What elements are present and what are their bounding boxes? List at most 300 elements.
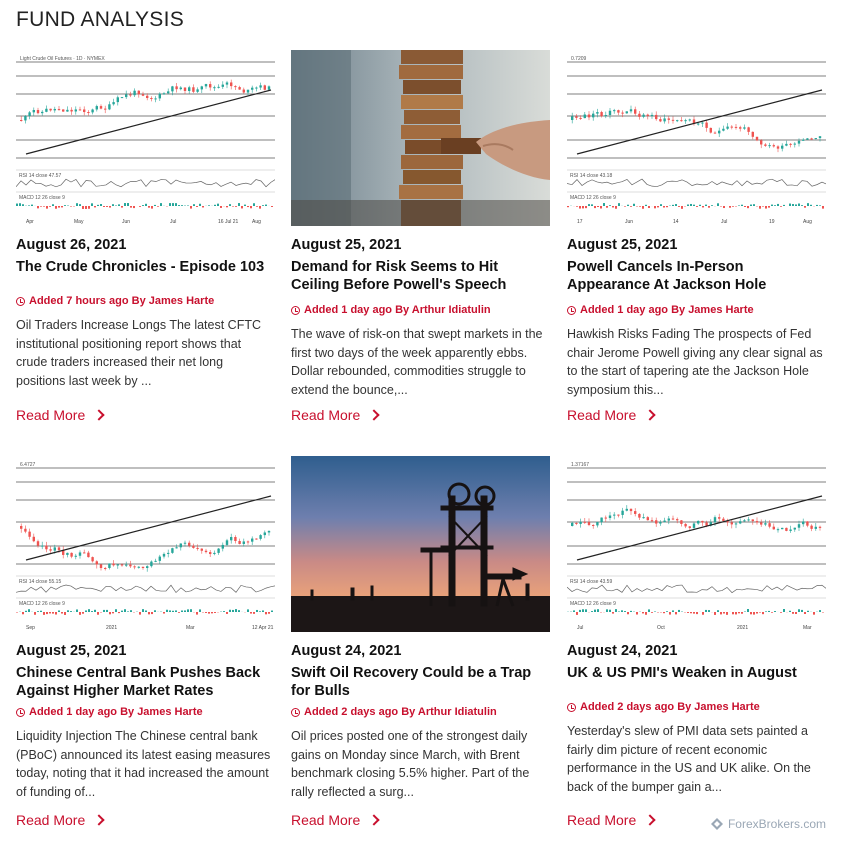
read-more-link[interactable]: Read More <box>567 812 654 828</box>
macd-bar <box>699 205 701 206</box>
macd-bar <box>139 206 141 207</box>
macd-bar <box>148 206 150 208</box>
article-date: August 25, 2021 <box>291 237 402 253</box>
macd-bar <box>627 612 629 614</box>
macd-bar <box>642 612 644 613</box>
candle-body <box>268 86 270 89</box>
article-excerpt: Yesterday's slew of PMI data sets painted a fairly dim picture of recent economic performance in the US and UK alike. On the back of the bumper gain a... <box>567 724 811 795</box>
macd-bar <box>70 206 72 207</box>
macd-bar <box>594 206 596 208</box>
candle-body <box>630 109 632 111</box>
macd-bar <box>256 610 258 612</box>
candle-body <box>49 549 51 550</box>
macd-bar <box>672 610 674 612</box>
macd-bar <box>792 204 794 206</box>
candle-body <box>693 524 695 528</box>
candle-body <box>798 524 800 528</box>
candle-body <box>756 521 758 522</box>
macd-bar <box>645 205 647 206</box>
macd-bar <box>792 612 794 614</box>
macd-bar <box>154 205 156 206</box>
macd-bar <box>49 612 51 613</box>
candle-body <box>100 106 102 109</box>
candle-body <box>655 520 657 523</box>
macd-bar <box>79 204 81 206</box>
candle-body <box>634 109 636 113</box>
candle-body <box>167 553 169 554</box>
macd-bar <box>196 206 198 207</box>
macd-bar <box>744 206 746 207</box>
read-more-link[interactable]: Read More <box>567 407 654 423</box>
macd-bar <box>184 610 186 612</box>
macd-bar <box>253 203 255 206</box>
candle-body <box>91 109 93 112</box>
candle-body <box>760 522 762 524</box>
candle-body <box>651 115 653 116</box>
candle-body <box>621 511 623 515</box>
macd-bar <box>229 204 231 206</box>
macd-bar <box>214 205 216 206</box>
x-axis-label: Jul <box>721 219 728 225</box>
macd-bar <box>780 612 782 613</box>
candle-body <box>75 109 77 111</box>
candle-body <box>259 535 261 539</box>
candle-body <box>642 115 644 117</box>
article-thumbnail[interactable] <box>291 456 550 632</box>
candle-body <box>739 127 741 128</box>
macd-bar <box>52 612 54 614</box>
macd-bar <box>175 203 177 206</box>
macd-bar <box>142 609 144 612</box>
macd-bar <box>19 203 21 206</box>
x-axis-label: May <box>74 219 84 225</box>
candle-body <box>264 85 266 89</box>
macd-bar <box>567 206 569 207</box>
chart-caption: 6.4727 <box>20 462 36 468</box>
macd-bar <box>190 206 192 209</box>
candle-body <box>621 113 623 114</box>
clock-icon <box>291 708 300 717</box>
candle-body <box>663 118 665 121</box>
article-thumbnail[interactable] <box>16 50 275 226</box>
clock-icon <box>567 306 576 315</box>
candle-body <box>764 523 766 524</box>
macd-bar <box>151 206 153 209</box>
macd-bar <box>250 612 252 614</box>
macd-bar <box>615 609 617 612</box>
macd-label: MACD 12 26 close 9 <box>570 601 616 607</box>
candle-body <box>142 567 144 568</box>
candle-body <box>112 563 114 565</box>
macd-bar <box>169 203 171 206</box>
macd-bar <box>76 203 78 206</box>
macd-bar <box>82 206 84 209</box>
macd-bar <box>55 206 57 209</box>
macd-bar <box>40 611 42 612</box>
candle-body <box>626 509 628 511</box>
macd-bar <box>55 612 57 615</box>
clock-icon <box>291 306 300 315</box>
x-axis-label: 17 <box>577 219 583 225</box>
macd-bar <box>145 611 147 612</box>
macd-bar <box>208 612 210 614</box>
macd-bar <box>163 612 165 614</box>
macd-bar <box>801 610 803 612</box>
macd-bar <box>235 206 237 207</box>
macd-bar <box>202 206 204 207</box>
candle-body <box>87 112 89 113</box>
candle-body <box>743 127 745 128</box>
macd-bar <box>606 206 608 208</box>
article-thumbnail[interactable] <box>16 456 275 632</box>
macd-bar <box>199 609 201 612</box>
macd-bar <box>702 612 704 615</box>
macd-bar <box>630 611 632 612</box>
candle-body <box>647 115 649 116</box>
article-excerpt: The wave of risk-on that swept markets in the first two days of the week apparently ebbs. Dollar rebounded, commodities struggle to extend the bounce,... <box>291 327 543 398</box>
macd-bar <box>696 206 698 207</box>
macd-bar <box>639 206 641 207</box>
candle-body <box>789 530 791 531</box>
chart-caption: Light Crude Oil Futures · 1D · NYMEX <box>20 56 105 62</box>
macd-bar <box>199 204 201 206</box>
macd-bar <box>181 611 183 612</box>
jenga-photo <box>291 50 550 226</box>
article-date: August 25, 2021 <box>567 237 678 253</box>
article-title[interactable]: Demand for Risk Seems to Hit Ceiling Before Powell's Speech <box>291 259 507 293</box>
macd-bar <box>591 204 593 206</box>
candle-body <box>217 87 219 88</box>
macd-bar <box>52 204 54 206</box>
x-axis-label: Apr <box>26 219 34 225</box>
macd-bar <box>259 611 261 612</box>
macd-bar <box>762 612 764 614</box>
candle-body <box>138 91 140 95</box>
macd-bar <box>85 206 87 209</box>
candle-body <box>159 557 161 561</box>
candle-body <box>575 116 577 117</box>
macd-bar <box>238 610 240 612</box>
macd-bar <box>585 609 587 612</box>
candle-body <box>663 521 665 523</box>
candle-body <box>584 115 586 119</box>
macd-bar <box>618 611 620 612</box>
macd-bar <box>579 610 581 612</box>
macd-bar <box>109 206 111 208</box>
macd-bar <box>46 612 48 614</box>
candle-body <box>718 131 720 134</box>
macd-bar <box>103 206 105 207</box>
candle-body <box>588 115 590 118</box>
candle-body <box>705 523 707 526</box>
macd-bar <box>247 206 249 207</box>
chart-thumbnail-powell <box>567 50 826 226</box>
macd-bar <box>58 610 60 612</box>
candle-body <box>163 93 165 94</box>
macd-bar <box>103 610 105 612</box>
candle-body <box>773 145 775 146</box>
x-axis-label: Jun <box>625 219 634 225</box>
candle-body <box>247 541 249 542</box>
chart-thumbnail-pboc <box>16 456 275 632</box>
candle-body <box>125 94 127 97</box>
candle-body <box>676 120 678 121</box>
chevron-right-icon <box>369 814 380 825</box>
macd-bar <box>271 206 273 207</box>
candle-body <box>798 141 800 144</box>
macd-label: MACD 12 26 close 9 <box>19 195 65 201</box>
macd-bar <box>741 612 743 614</box>
candle-body <box>150 562 152 567</box>
macd-bar <box>675 612 677 614</box>
candle-body <box>655 115 657 119</box>
candle-body <box>806 521 808 525</box>
candle-body <box>154 98 156 99</box>
article-title[interactable]: Swift Oil Recovery Could be a Trap for Bulls <box>291 665 532 699</box>
candle-body <box>773 527 775 530</box>
candle-body <box>112 102 114 104</box>
candle-body <box>37 110 39 113</box>
macd-label: MACD 12 26 close 9 <box>19 601 65 607</box>
macd-bar <box>813 612 815 615</box>
macd-bar <box>798 204 800 206</box>
macd-bar <box>190 609 192 612</box>
macd-bar <box>756 612 758 614</box>
article-date: August 24, 2021 <box>291 643 402 659</box>
macd-bar <box>789 204 791 206</box>
candle-body <box>747 519 749 520</box>
candle-body <box>609 111 611 115</box>
macd-bar <box>88 206 90 209</box>
x-axis-label: 14 <box>673 219 679 225</box>
macd-bar <box>777 204 779 206</box>
macd-bar <box>70 611 72 612</box>
candle-body <box>230 82 232 86</box>
macd-bar <box>238 203 240 206</box>
macd-bar <box>262 610 264 612</box>
candle-body <box>802 140 804 141</box>
article-card <box>16 50 275 423</box>
read-more-link[interactable]: Read More <box>291 407 378 423</box>
macd-bar <box>208 205 210 206</box>
candle-body <box>188 87 190 91</box>
candle-body <box>45 546 47 550</box>
candle-body <box>96 561 98 564</box>
macd-bar <box>783 205 785 206</box>
candle-body <box>701 123 703 124</box>
macd-bar <box>133 206 135 208</box>
x-axis-label: 2021 <box>106 625 118 631</box>
macd-bar <box>232 206 234 207</box>
read-more-link[interactable]: Read More <box>16 407 103 423</box>
article-thumbnail[interactable] <box>567 456 826 632</box>
macd-bar <box>687 612 689 613</box>
macd-bar <box>738 612 740 613</box>
macd-bar <box>672 205 674 206</box>
candle-body <box>222 545 224 549</box>
candle-body <box>647 517 649 520</box>
candle-body <box>54 109 56 110</box>
article-excerpt: Oil prices posted one of the strongest daily gains on Monday since March, with Brent benchmark closing 5.5% higher. Part of the rally reflected a surg... <box>291 729 530 800</box>
macd-bar <box>130 610 132 612</box>
candle-body <box>810 138 812 139</box>
macd-bar <box>765 206 767 209</box>
candle-body <box>680 520 682 524</box>
macd-bar <box>804 612 806 614</box>
macd-bar <box>58 206 60 208</box>
macd-bar <box>175 610 177 612</box>
macd-bar <box>232 610 234 612</box>
candle-body <box>689 526 691 528</box>
candle-body <box>154 561 156 562</box>
candle-body <box>668 118 670 119</box>
chevron-right-icon <box>94 814 105 825</box>
candle-body <box>638 514 640 518</box>
macd-bar <box>612 612 614 614</box>
article-meta: Added 1 day ago By James Harte <box>16 705 275 719</box>
candle-body <box>714 517 716 522</box>
candle-body <box>659 522 661 523</box>
read-more-link[interactable]: Read More <box>291 812 378 828</box>
macd-bar <box>127 611 129 612</box>
candle-body <box>205 551 207 552</box>
candle-body <box>617 515 619 516</box>
macd-bar <box>112 612 114 613</box>
macd-bar <box>741 205 743 206</box>
macd-bar <box>621 610 623 612</box>
candle-body <box>180 544 182 548</box>
candle-body <box>626 111 628 113</box>
article-title[interactable]: Chinese Central Bank Pushes Back Against Higher Market Rates <box>16 665 261 699</box>
macd-bar <box>106 610 108 612</box>
macd-bar <box>91 203 93 206</box>
candle-body <box>672 120 674 121</box>
candle-body <box>777 146 779 148</box>
candle-body <box>642 517 644 518</box>
candle-body <box>609 515 611 518</box>
article-title[interactable]: UK & US PMI's Weaken in August <box>567 665 797 681</box>
candle-body <box>268 531 270 533</box>
candle-body <box>672 519 674 520</box>
candle-body <box>613 110 615 111</box>
x-axis-label: Jun <box>122 219 131 225</box>
candle-body <box>20 120 22 121</box>
chart-thumbnail-crude <box>16 50 275 226</box>
macd-bar <box>582 206 584 208</box>
candle-body <box>785 144 787 146</box>
macd-bar <box>226 206 228 207</box>
candle-body <box>684 120 686 121</box>
article-card <box>291 456 550 828</box>
candle-body <box>104 568 106 569</box>
article-title[interactable]: The Crude Chronicles - Episode 103 <box>16 259 265 275</box>
macd-bar <box>663 612 665 613</box>
macd-bar <box>747 206 749 208</box>
macd-bar <box>244 205 246 206</box>
macd-bar <box>100 204 102 206</box>
candle-body <box>752 519 754 521</box>
candle-body <box>49 109 51 111</box>
macd-bar <box>172 611 174 612</box>
candle-body <box>54 547 56 550</box>
article-thumbnail[interactable] <box>567 50 826 226</box>
clock-icon <box>567 703 576 712</box>
candle-body <box>651 520 653 521</box>
candle-body <box>213 87 215 88</box>
candle-body <box>129 565 131 567</box>
candle-body <box>756 137 758 141</box>
candle-body <box>121 564 123 565</box>
macd-bar <box>774 205 776 206</box>
macd-bar <box>223 611 225 612</box>
macd-bar <box>663 206 665 208</box>
article-thumbnail[interactable] <box>291 50 550 226</box>
candle-body <box>163 554 165 557</box>
macd-bar <box>771 612 773 613</box>
macd-bar <box>597 609 599 612</box>
candle-body <box>171 548 173 553</box>
macd-bar <box>681 206 683 209</box>
macd-bar <box>750 205 752 206</box>
candle-body <box>588 522 590 525</box>
candle-body <box>91 557 93 561</box>
macd-bar <box>115 609 117 612</box>
candle-body <box>192 87 194 92</box>
candle-body <box>108 563 110 568</box>
macd-bar <box>717 610 719 612</box>
candle-body <box>731 522 733 524</box>
macd-bar <box>654 206 656 208</box>
macd-bar <box>22 612 24 614</box>
candle-body <box>33 110 35 112</box>
macd-bar <box>211 612 213 613</box>
macd-bar <box>696 612 698 614</box>
candle-body <box>24 529 26 532</box>
macd-bar <box>187 609 189 612</box>
candle-body <box>33 537 35 541</box>
candle-body <box>600 112 602 116</box>
macd-bar <box>714 612 716 615</box>
macd-bar <box>723 206 725 208</box>
macd-bar <box>666 206 668 207</box>
article-title[interactable]: Powell Cancels In-Person Appearance At Jackson Hole <box>567 259 767 293</box>
candle-body <box>684 524 686 526</box>
macd-bar <box>37 206 39 208</box>
macd-bar <box>160 203 162 206</box>
macd-bar <box>127 203 129 206</box>
x-axis-label: Jul <box>577 625 584 631</box>
macd-bar <box>172 203 174 206</box>
candle-body <box>726 127 728 129</box>
candle-body <box>768 523 770 527</box>
macd-bar <box>804 206 806 208</box>
candle-body <box>777 529 779 530</box>
macd-bar <box>97 205 99 206</box>
macd-bar <box>819 205 821 206</box>
candle-body <box>743 520 745 521</box>
macd-bar <box>780 206 782 207</box>
candle-body <box>697 124 699 125</box>
macd-bar <box>597 206 599 207</box>
macd-bar <box>148 612 150 614</box>
read-more-link[interactable]: Read More <box>16 812 103 828</box>
candle-body <box>234 537 236 541</box>
macd-bar <box>64 205 66 206</box>
clock-icon <box>16 708 25 717</box>
chevron-right-icon <box>645 409 656 420</box>
macd-bar <box>729 206 731 208</box>
macd-bar <box>801 205 803 206</box>
